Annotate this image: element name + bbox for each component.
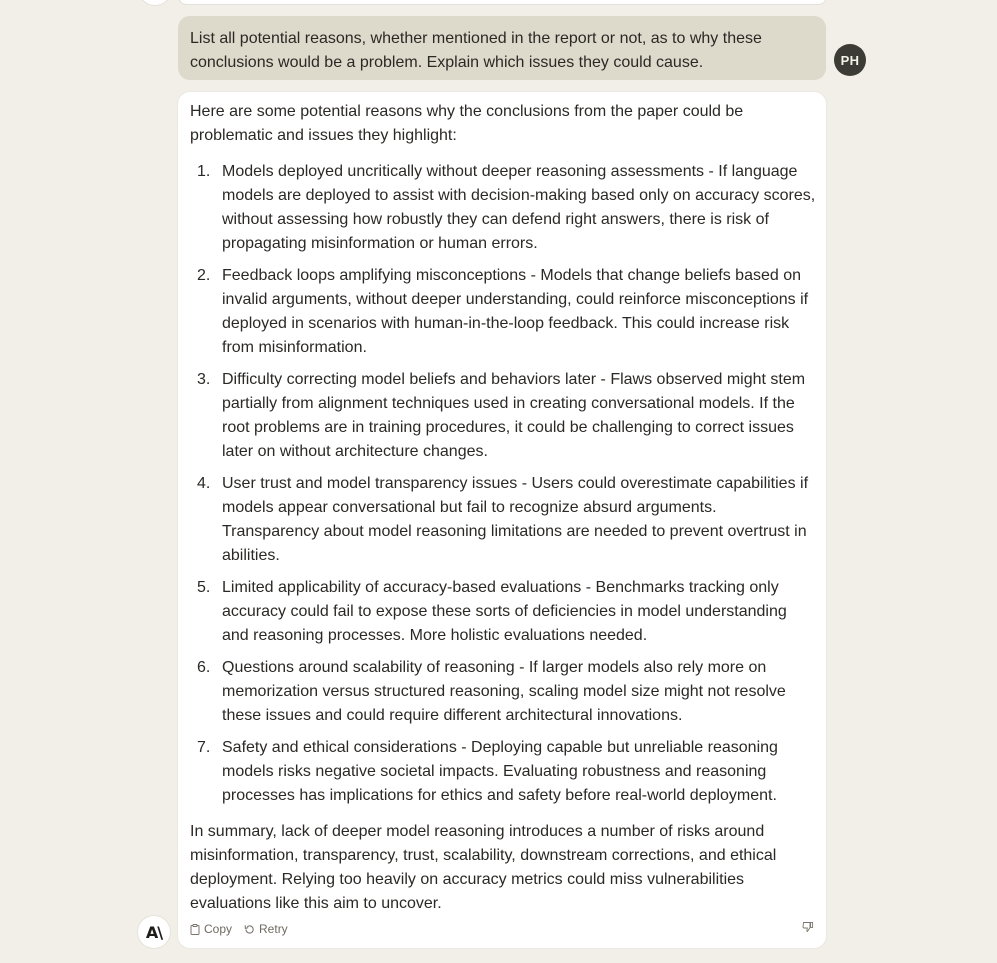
- copy-button[interactable]: [190, 922, 232, 936]
- user-avatar[interactable]: PH: [834, 44, 866, 76]
- list-item: [190, 264, 816, 360]
- assistant-intro: Here are some potential reasons why the conclusions from the paper could be problematic and issues they highlight:: [190, 103, 744, 144]
- list-item: [190, 160, 816, 256]
- list-item-text: Feedback loops amplifying misconceptions - Models that change beliefs based on invalid arguments, without deeper understanding, could reinforce misconceptions if deployed in scenarios with human-in-the-loop feedback. This could increase risk from misinformation.: [222, 267, 809, 356]
- retry-label: Retry: [259, 922, 288, 936]
- list-item: [190, 656, 816, 728]
- list-number: 1.: [197, 163, 211, 180]
- list-number: 4.: [197, 475, 211, 492]
- list-item: [190, 576, 816, 648]
- assistant-summary: In summary, lack of deeper model reasoning introduces a number of risks around misinformation, transparency, trust, scalability, downstream corrections, and ethical deployment. Relying too heavily on accuracy metrics could miss vulnerabilities evaluations like this aim to uncover.: [190, 823, 777, 912]
- user-message: [178, 16, 826, 80]
- reason-list: [190, 160, 816, 808]
- list-item: [190, 736, 816, 808]
- list-item-text: Questions around scalability of reasoning - If larger models also rely more on memorization versus structured reasoning, scaling model size might not resolve these issues and could require different architectural innovations.: [222, 659, 786, 724]
- list-item-text: Limited applicability of accuracy-based evaluations - Benchmarks tracking only accuracy could fail to expose these sorts of deficiencies in model understanding and reasoning processes. More holistic evaluations needed.: [222, 579, 787, 644]
- thumbs-down-icon[interactable]: [802, 921, 814, 936]
- user-message-text: List all potential reasons, whether mentioned in the report or not, as to why these conclusions would be a problem. Explain which issues they could cause.: [190, 30, 762, 71]
- clipboard-icon: [190, 924, 200, 935]
- list-item-text: Safety and ethical considerations - Deploying capable but unreliable reasoning models risks negative societal impacts. Evaluating robustness and reasoning processes has implications for ethics and safety before real-world deployment.: [222, 739, 778, 804]
- assistant-message-body: [190, 100, 816, 916]
- list-item-text: Models deployed uncritically without deeper reasoning assessments - If language models are deployed to assist with decision-making based only on accuracy scores, without assessing how robustly they can defend right answers, there is risk of propagating misinformation or human errors.: [222, 163, 816, 252]
- list-item: [190, 472, 816, 568]
- copy-label: Copy: [204, 922, 233, 936]
- message-actions: [190, 920, 816, 938]
- list-number: 3.: [197, 371, 211, 388]
- assistant-message: [178, 92, 826, 948]
- list-item: [190, 368, 816, 464]
- list-item-text: Difficulty correcting model beliefs and behaviors later - Flaws observed might stem partially from alignment techniques used in creating conversational models. If the root problems are in training procedures, it could be challenging to correct issues later on without architecture changes.: [222, 371, 806, 460]
- retry-icon: [244, 924, 255, 935]
- list-number: 2.: [197, 267, 211, 284]
- list-number: 7.: [197, 739, 211, 756]
- list-number: 6.: [197, 659, 211, 676]
- previous-message-card: [178, 0, 827, 5]
- previous-avatar: [138, 0, 172, 6]
- claude-logo: A\: [138, 916, 170, 948]
- retry-button[interactable]: [244, 922, 288, 936]
- list-number: 5.: [197, 579, 211, 596]
- list-item-text: User trust and model transparency issues - Users could overestimate capabilities if models appear conversational but fail to recognize absurd arguments. Transparency about model reasoning limitations are needed to prevent overtrust in abilities.: [222, 475, 809, 564]
